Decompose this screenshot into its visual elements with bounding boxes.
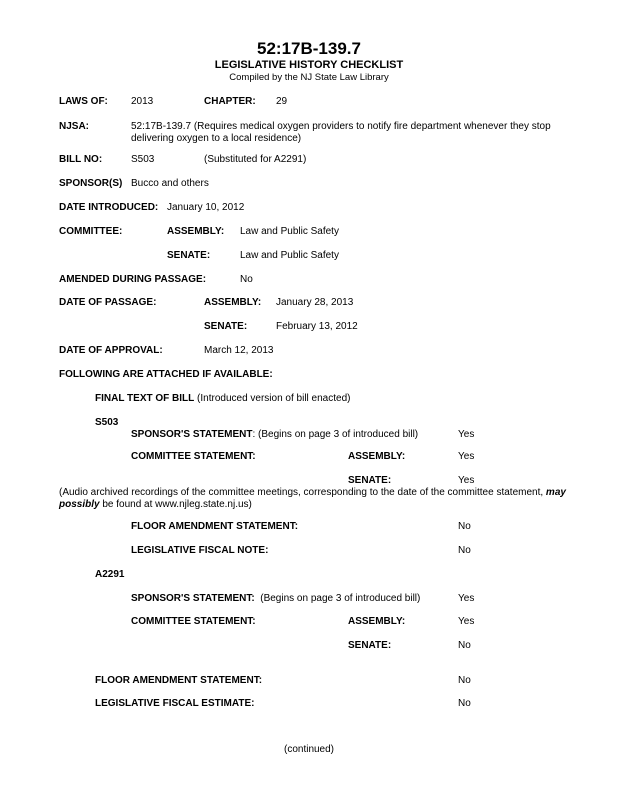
s503-senate-label: SENATE: xyxy=(348,475,392,486)
fiscal-estimate-label: LEGISLATIVE FISCAL ESTIMATE: xyxy=(95,698,255,709)
s503-assembly-label: ASSEMBLY: xyxy=(348,451,406,462)
passage-senate-value: February 13, 2012 xyxy=(276,321,358,332)
passage-assembly-value: January 28, 2013 xyxy=(276,297,354,308)
s503-assembly-value: Yes xyxy=(458,451,475,462)
audio-note: (Audio archived recordings of the committee meetings, corresponding to the date of the committee statement, may possibly be found at www.njleg.state.nj.us) xyxy=(59,487,566,510)
bill-no-label: BILL NO: xyxy=(59,154,103,165)
s503-fiscal-label: LEGISLATIVE FISCAL NOTE: xyxy=(131,545,269,556)
continued-note: (continued) xyxy=(283,744,335,755)
passage-label: DATE OF PASSAGE: xyxy=(59,297,157,308)
date-introduced-value: January 10, 2012 xyxy=(167,202,245,213)
final-text-label: FINAL TEXT OF BILL xyxy=(95,393,195,404)
committee-assembly-value: Law and Public Safety xyxy=(240,226,339,237)
a2291-label: A2291 xyxy=(95,569,125,580)
laws-of-year: 2013 xyxy=(131,96,154,107)
njsa-label: NJSA: xyxy=(59,121,90,132)
s503-sponsor-value: Yes xyxy=(458,429,475,440)
s503-sponsor-label: SPONSOR'S STATEMENT xyxy=(131,429,253,440)
attached-heading: FOLLOWING ARE ATTACHED IF AVAILABLE: xyxy=(59,369,273,380)
committee-senate-value: Law and Public Safety xyxy=(240,250,339,261)
a2291-senate-value: No xyxy=(458,640,471,651)
passage-senate-label: SENATE: xyxy=(204,321,248,332)
compiled-by: Compiled by the NJ State Law Library xyxy=(229,72,389,83)
s503-sponsor-line xyxy=(131,429,418,441)
a2291-sponsor-value: Yes xyxy=(458,593,475,604)
a2291-sponsor-label: SPONSOR'S STATEMENT: xyxy=(131,593,255,604)
a2291-senate-label: SENATE: xyxy=(348,640,392,651)
chapter-value: 29 xyxy=(276,96,288,107)
s503-floor-label: FLOOR AMENDMENT STATEMENT: xyxy=(131,521,299,532)
committee-senate-label: SENATE: xyxy=(167,250,211,261)
s503-committee-label: COMMITTEE STATEMENT: xyxy=(131,451,256,462)
committee-assembly-label: ASSEMBLY: xyxy=(167,226,225,237)
amended-value: No xyxy=(240,274,253,285)
njsa-text: 52:17B-139.7 (Requires medical oxygen providers to notify fire department whenever they stop delivering oxygen to a local residence) xyxy=(131,121,551,144)
date-introduced-label: DATE INTRODUCED: xyxy=(59,202,159,213)
passage-assembly-label: ASSEMBLY: xyxy=(204,297,262,308)
final-text-line xyxy=(95,393,350,405)
audio-note-emphasis: may possibly xyxy=(59,487,566,510)
statute-title: 52:17B-139.7 xyxy=(257,39,361,58)
a2291-sponsor-note: (Begins on page 3 of introduced bill) xyxy=(260,593,421,604)
s503-label: S503 xyxy=(95,417,119,428)
committee-label: COMMITTEE: xyxy=(59,226,123,237)
amended-label: AMENDED DURING PASSAGE: xyxy=(59,274,207,285)
bill-no-value: S503 xyxy=(131,154,155,165)
s503-senate-value: Yes xyxy=(458,475,475,486)
s503-floor-value: No xyxy=(458,521,471,532)
approval-value: March 12, 2013 xyxy=(204,345,274,356)
chapter-label: CHAPTER: xyxy=(204,96,256,107)
fiscal-estimate-value: No xyxy=(458,698,471,709)
approval-label: DATE OF APPROVAL: xyxy=(59,345,163,356)
sponsors-label: SPONSOR(S) xyxy=(59,178,123,189)
floor-amendment-value: No xyxy=(458,675,471,686)
a2291-committee-label: COMMITTEE STATEMENT: xyxy=(131,616,256,627)
bill-substituted: (Substituted for A2291) xyxy=(204,154,307,165)
a2291-assembly-label: ASSEMBLY: xyxy=(348,616,406,627)
final-text-note: (Introduced version of bill enacted) xyxy=(197,393,351,404)
a2291-assembly-value: Yes xyxy=(458,616,475,627)
checklist-title: LEGISLATIVE HISTORY CHECKLIST xyxy=(214,59,404,71)
a2291-sponsor-line xyxy=(131,593,420,605)
s503-fiscal-value: No xyxy=(458,545,471,556)
floor-amendment-label: FLOOR AMENDMENT STATEMENT: xyxy=(95,675,263,686)
laws-of-label: LAWS OF: xyxy=(59,96,108,107)
sponsors-value: Bucco and others xyxy=(131,178,209,189)
s503-sponsor-note: : (Begins on page 3 of introduced bill) xyxy=(252,429,419,440)
